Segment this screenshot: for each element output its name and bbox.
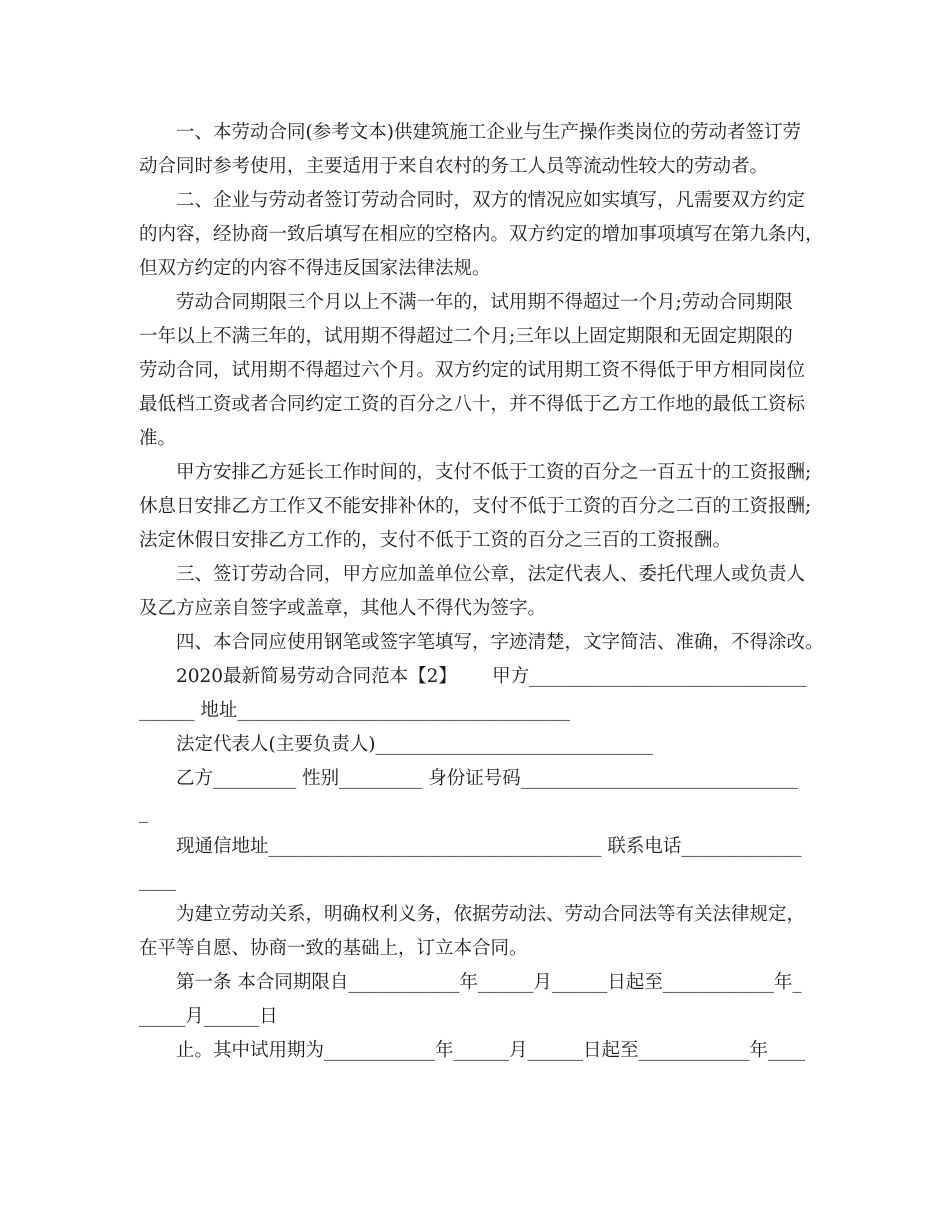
paragraph-line: 的内容，经协商一致后填写在相应的空格内。双方约定的增加事项填写在第九条内， bbox=[139, 224, 824, 245]
form-line-continuation: ____ bbox=[139, 870, 176, 891]
paragraph-line: 在平等自愿、协商一致的基础上，订立本合同。 bbox=[139, 938, 528, 959]
form-line-continuation: _ bbox=[139, 802, 149, 823]
form-line-probation: 止。其中试用期为____________年______月______日起至____________年____ bbox=[176, 1040, 806, 1061]
form-line-term: 第一条 本合同期限自____________年______月______日起至____________年_ bbox=[176, 972, 802, 993]
form-line-title: 2020最新简易劳动合同范本【2】 甲方______________________________ bbox=[176, 666, 807, 687]
paragraph-line: 劳动合同，试用期不得超过六个月。双方约定的试用期工资不得低于甲方相同岗位 bbox=[139, 360, 806, 381]
paragraph-line: 一、本劳动合同(参考文本)供建筑施工企业与生产操作类岗位的劳动者签订劳 bbox=[176, 122, 801, 143]
paragraph-line: 二、企业与劳动者签订劳动合同时，双方的情况应如实填写，凡需要双方约定 bbox=[176, 190, 806, 211]
paragraph-line: 动合同时参考使用，主要适用于来自农村的务工人员等流动性较大的劳动者。 bbox=[139, 156, 769, 177]
paragraph-line: 三、签订劳动合同，甲方应加盖单位公章，法定代表人、委托代理人或负责人 bbox=[176, 564, 806, 585]
paragraph-line: 但双方约定的内容不得违反国家法律法规。 bbox=[139, 258, 491, 279]
form-line-contact: 现通信地址____________________________________ 联系电话_____________ bbox=[176, 836, 802, 857]
form-line-address: ______ 地址____________________________________ bbox=[139, 700, 571, 721]
paragraph-line: 休息日安排乙方工作又不能安排补休的，支付不低于工资的百分之二百的工资报酬; bbox=[139, 496, 812, 517]
paragraph-line: 四、本合同应使用钢笔或签字笔填写，字迹清楚，文字简洁、准确，不得涂改。 bbox=[176, 632, 824, 653]
form-line-term-continuation: _____月______日 bbox=[139, 1006, 278, 1027]
paragraph-line: 一年以上不满三年的，试用期不得超过二个月;三年以上固定期限和无固定期限的 bbox=[139, 326, 793, 347]
form-line-legal-rep: 法定代表人(主要负责人)______________________________ bbox=[176, 734, 653, 755]
paragraph-line: 及乙方应亲自签字或盖章，其他人不得代为签字。 bbox=[139, 598, 547, 619]
paragraph-line: 为建立劳动关系，明确权利义务，依据劳动法、劳动合同法等有关法律规定， bbox=[176, 904, 806, 925]
form-line-party-b: 乙方_________ 性别_________ 身份证号码______________________________ bbox=[176, 768, 799, 789]
paragraph-line: 劳动合同期限三个月以上不满一年的，试用期不得超过一个月;劳动合同期限 bbox=[176, 292, 793, 313]
paragraph-line: 甲方安排乙方延长工作时间的，支付不低于工资的百分之一百五十的工资报酬; bbox=[176, 462, 812, 483]
paragraph-line: 准。 bbox=[139, 428, 177, 449]
paragraph-line: 最低档工资或者合同约定工资的百分之八十，并不得低于乙方工作地的最低工资标 bbox=[139, 394, 806, 415]
paragraph-line: 法定休假日安排乙方工作的，支付不低于工资的百分之三百的工资报酬。 bbox=[139, 530, 732, 551]
